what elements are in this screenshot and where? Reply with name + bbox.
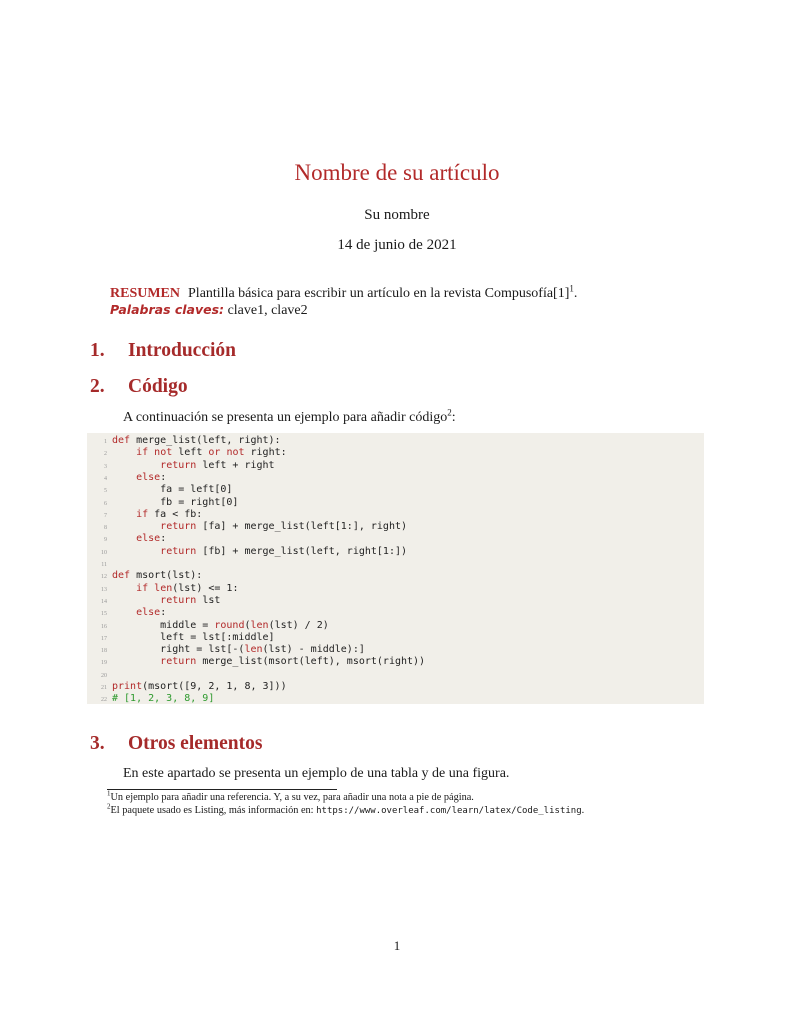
- line-number: 17: [101, 635, 107, 642]
- line-number: 18: [101, 648, 107, 655]
- abstract-text: Plantilla básica para escribir un artículo en la revista Compusofía[1]: [188, 286, 570, 301]
- line-number: 20: [101, 672, 107, 679]
- line-number: 8: [104, 525, 107, 532]
- code-line: 4 else:: [87, 472, 166, 484]
- line-number: 5: [104, 488, 107, 495]
- footnote-ref-2[interactable]: 2: [447, 407, 452, 418]
- line-number: 6: [104, 500, 107, 507]
- code-line: 12 def msort(lst):: [87, 570, 202, 582]
- code-line: 16 middle = round(len(lst) / 2): [87, 620, 329, 632]
- footnote-rule: [107, 789, 337, 790]
- code-line: 17 left = lst[:middle]: [87, 632, 275, 644]
- section-heading-codigo: 2. Código: [90, 376, 188, 397]
- line-number: 12: [101, 574, 107, 581]
- code-line: [87, 669, 112, 681]
- code-line: 7 if fa < fb:: [87, 509, 202, 521]
- code-line: 3 return left + right: [87, 460, 275, 472]
- line-number: 21: [101, 685, 107, 691]
- author-name: Su nombre: [364, 207, 430, 223]
- code-line: [87, 558, 112, 570]
- code-listing: [87, 433, 704, 704]
- page-number: 1: [393, 938, 401, 953]
- abstract: RESUMEN Plantilla básica para escribir un artículo en la revista $Compusofía[1]^1$. Palabras claves: clave1, clave2: [110, 283, 578, 318]
- line-number: 22: [101, 697, 107, 704]
- code-line: 13 if len(lst) <= 1:: [87, 583, 238, 595]
- code-line: 9 else:: [87, 533, 166, 545]
- line-number: 4: [104, 475, 107, 482]
- keywords: clave1, clave2: [227, 303, 308, 318]
- code-line: 5 fa = left[0]: [87, 484, 232, 496]
- line-number: 15: [101, 611, 107, 618]
- line-number: 16: [101, 623, 107, 630]
- keywords-label: Palabras claves:: [110, 302, 225, 317]
- abstract-label: RESUMEN: [110, 286, 181, 301]
- line-number: 7: [104, 512, 107, 519]
- footnote-2: $^2$El paquete usado es Listing, más información en: https://www.overleaf.com/learn/latex/Code_listing.: [107, 802, 585, 816]
- line-number: 11: [101, 562, 107, 568]
- section3-paragraph: En este apartado se presenta un ejemplo de una tabla y de una figura.: [123, 766, 510, 781]
- line-number: 13: [101, 586, 107, 593]
- line-number: 2: [104, 451, 107, 458]
- line-number: 19: [101, 660, 107, 667]
- section-heading-otros-elementos: 3. Otros elementos: [90, 733, 263, 754]
- code-line: 10 return [fb] + merge_list(left, right[1:]): [87, 546, 407, 558]
- code-line: 14 return lst: [87, 595, 220, 607]
- code-line: 2 if not left or not right:: [87, 447, 287, 459]
- paper-title: Nombre de su artículo: [294, 160, 500, 185]
- date: 14 de junio de 2021: [337, 237, 457, 253]
- code-line: 21 print(msort([9, 2, 1, 8, 3])): [87, 681, 287, 693]
- line-number: 3: [104, 463, 107, 470]
- section-heading-introduccion: 1. Introducción: [90, 340, 236, 361]
- code-line: 8 return [fa] + merge_list(left[1:], right): [87, 521, 407, 533]
- line-number: 10: [101, 549, 107, 556]
- code-line: 19 return merge_list(msort(left), msort(right)): [87, 656, 425, 668]
- line-number: 9: [104, 537, 107, 544]
- line-number: 1: [104, 439, 107, 445]
- footnote-1: $^1$Un ejemplo para añadir una referencia. Y, a su vez, para añadir una nota a pie de página.: [107, 789, 474, 803]
- code-line: 18 right = lst[-(len(lst) - middle):]: [87, 644, 365, 656]
- line-number: 14: [101, 598, 107, 605]
- code-line: 15 else:: [87, 607, 166, 619]
- code-line: 6 fb = right[0]: [87, 497, 238, 509]
- code-line: 1 def merge_list(left, right):: [87, 435, 281, 447]
- section2-paragraph: A continuación se presenta un ejemplo para añadir código$^2$:: [123, 407, 456, 425]
- footnote-url-link[interactable]: https://www.overleaf.com/learn/latex/Code_listing: [316, 806, 582, 816]
- code-line: 22 # [1, 2, 3, 8, 9]: [87, 693, 214, 705]
- footnote-ref-1[interactable]: 1: [569, 283, 574, 294]
